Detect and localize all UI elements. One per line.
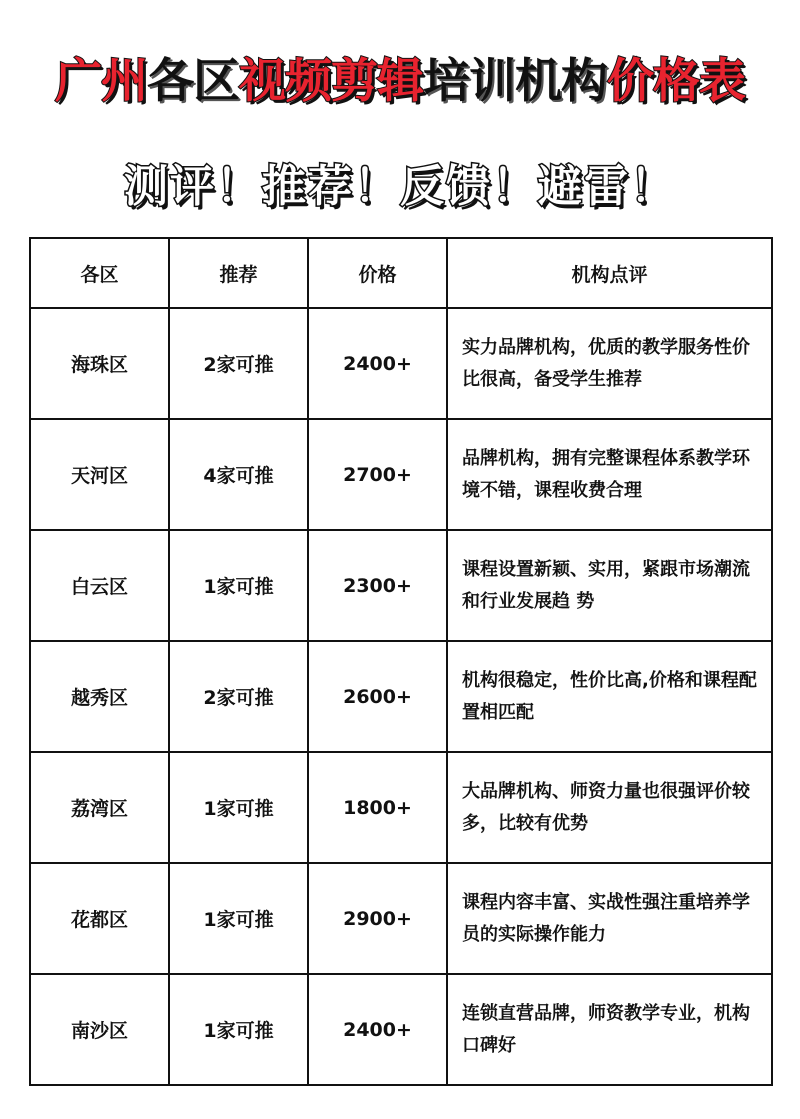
table-row [30,641,772,752]
header-district: 各区 [30,238,169,308]
header-review: 机构点评 [447,238,772,308]
cell-price: 2400+ [308,974,447,1085]
title-part-video-editing: 视频剪辑 [239,54,423,109]
cell-district: 天河区 [30,419,169,530]
cell-price: 1800+ [308,752,447,863]
cell-recommend: 1家可推 [169,974,308,1085]
cell-district: 海珠区 [30,308,169,419]
cell-review: 连锁直营品牌，师资教学专业，机构口碑好 [447,974,772,1085]
cell-price: 2600+ [308,641,447,752]
page-title [0,44,800,111]
cell-price: 2900+ [308,863,447,974]
cell-review: 大品牌机构、师资力量也很强评价较多，比较有优势 [447,752,772,863]
cell-price: 2700+ [308,419,447,530]
cell-recommend: 2家可推 [169,641,308,752]
cell-review: 实力品牌机构，优质的教学服务性价比很高，备受学生推荐 [447,308,772,419]
cell-review: 课程设置新颖、实用，紧跟市场潮流和行业发展趋 势 [447,530,772,641]
table-row [30,752,772,863]
table-row [30,419,772,530]
cell-review: 品牌机构，拥有完整课程体系教学环境不错，课程收费合理 [447,419,772,530]
page-subtitle: 测评！推荐！反馈！避雷！ [124,161,676,212]
cell-district: 白云区 [30,530,169,641]
table-row [30,974,772,1085]
cell-recommend: 4家可推 [169,419,308,530]
cell-district: 荔湾区 [30,752,169,863]
price-table [29,237,773,1086]
cell-review: 课程内容丰富、实战性强注重培养学员的实际操作能力 [447,863,772,974]
table-row [30,530,772,641]
title-part-training-institutions: 培训机构 [423,54,607,109]
header-price: 价格 [308,238,447,308]
table-row [30,863,772,974]
cell-recommend: 1家可推 [169,752,308,863]
cell-district: 花都区 [30,863,169,974]
cell-price: 2400+ [308,308,447,419]
cell-price: 2300+ [308,530,447,641]
title-part-price-list: 价格表 [607,54,745,109]
title-part-guangzhou: 广州 [55,54,147,109]
table-header-row [30,238,772,308]
cell-review: 机构很稳定，性价比高,价格和课程配置相匹配 [447,641,772,752]
cell-district: 越秀区 [30,641,169,752]
header-recommend: 推荐 [169,238,308,308]
title-part-districts: 各区 [147,54,239,109]
cell-recommend: 2家可推 [169,308,308,419]
cell-recommend: 1家可推 [169,530,308,641]
cell-recommend: 1家可推 [169,863,308,974]
table-row [30,308,772,419]
cell-district: 南沙区 [30,974,169,1085]
